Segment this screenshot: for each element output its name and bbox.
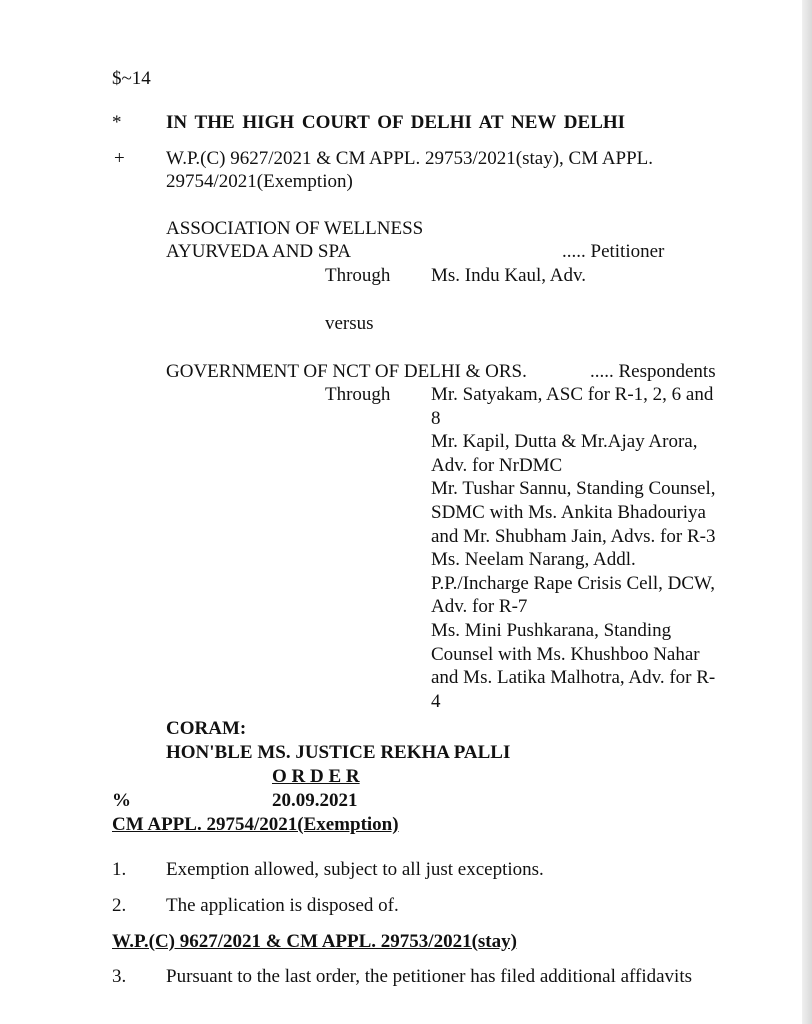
versus-label: versus: [325, 313, 374, 334]
counsel-line: and Ms. Latika Malhotra, Adv. for R-: [431, 667, 716, 689]
para-text: Exemption allowed, subject to all just exceptions.: [166, 859, 544, 880]
para-text: Pursuant to the last order, the petitioner has filed additional affidavits: [166, 966, 693, 987]
coram-label: CORAM:: [166, 718, 247, 739]
matter-line-2: 29754/2021(Exemption): [166, 171, 353, 192]
counsel-line: and Mr. Shubham Jain, Advs. for R-3: [431, 525, 716, 547]
counsel-line: Ms. Mini Pushkarana, Standing: [431, 619, 672, 641]
counsel-line: SDMC with Ms. Ankita Bhadouriya: [431, 501, 706, 523]
counsel-line: 4: [431, 690, 441, 712]
counsel-line: Mr. Tushar Sannu, Standing Counsel,: [431, 478, 716, 500]
section-heading-exemption: CM APPL. 29754/2021(Exemption): [112, 814, 399, 835]
petitioner-counsel: Ms. Indu Kaul, Adv.: [431, 265, 586, 286]
respondents-through-label: Through: [325, 384, 391, 405]
counsel-line: Adv. for NrDMC: [431, 454, 563, 476]
order-title: O R D E R: [272, 766, 360, 787]
order-marker: %: [112, 790, 131, 811]
counsel-line: 8: [431, 407, 441, 429]
para-number: 2.: [112, 895, 127, 916]
order-date: 20.09.2021: [272, 790, 358, 811]
para-number: 1.: [112, 859, 127, 880]
counsel-line: Ms. Neelam Narang, Addl.: [431, 549, 636, 571]
counsel-line: Counsel with Ms. Khushboo Nahar: [431, 643, 700, 665]
petitioner-name-line-2: AYURVEDA AND SPA: [166, 241, 352, 262]
matter-marker: +: [114, 148, 125, 169]
petitioner-name-line-1: ASSOCIATION OF WELLNESS: [166, 218, 424, 239]
counsel-line: Mr. Satyakam, ASC for R-1, 2, 6 and: [431, 384, 714, 405]
section-heading-writ-petition: W.P.(C) 9627/2021 & CM APPL. 29753/2021(stay): [112, 931, 517, 952]
para-text: The application is disposed of.: [166, 895, 399, 916]
court-title: IN THE HIGH COURT OF DELHI AT NEW DELHI: [166, 112, 626, 133]
respondents-name: GOVERNMENT OF NCT OF DELHI & ORS.: [166, 361, 527, 382]
respondents-role: ..... Respondents: [590, 361, 716, 382]
counsel-line: Adv. for R-7: [431, 596, 528, 618]
petitioner-role: ..... Petitioner: [562, 241, 665, 262]
case-code: $~14: [112, 68, 151, 89]
para-number: 3.: [112, 966, 127, 987]
petitioner-through-label: Through: [325, 265, 391, 286]
page-edge-shadow: [802, 0, 812, 1024]
respondents-counsel-block: [431, 383, 751, 713]
coram-judge: HON'BLE MS. JUSTICE REKHA PALLI: [166, 742, 511, 763]
court-marker: *: [112, 112, 122, 133]
matter-line-1: W.P.(C) 9627/2021 & CM APPL. 29753/2021(stay), CM APPL.: [166, 148, 654, 169]
counsel-line: P.P./Incharge Rape Crisis Cell, DCW,: [431, 572, 715, 594]
counsel-line: Mr. Kapil, Dutta & Mr.Ajay Arora,: [431, 431, 698, 453]
